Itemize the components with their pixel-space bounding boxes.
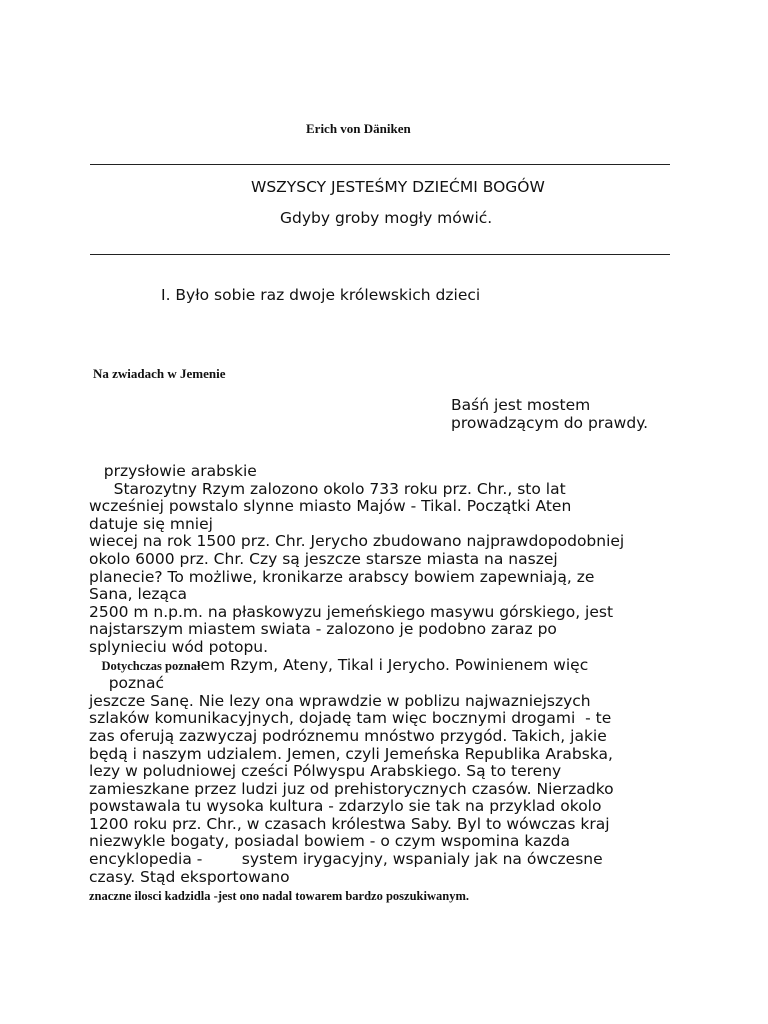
paragraph-line: będą i naszym udzialem. Jemen, czyli Jemeńska Republika Arabska, — [89, 744, 613, 763]
paragraph-run: em Rzym, Ateny, Tikal i Jerycho. Powinienem więc — [200, 655, 589, 674]
paragraph-line: czasy. Stąd eksportowano — [89, 867, 290, 886]
paragraph-line: 2500 m n.p.m. na płaskowyzu jemeńskiego masywu górskiego, jest — [89, 602, 614, 621]
paragraph-line: splynieciu wód potopu. — [89, 637, 269, 656]
section-heading: Na zwiadach w Jemenie — [93, 366, 226, 381]
paragraph-line — [89, 657, 689, 676]
paragraph-line: okolo 6000 prz. Chr. Czy są jeszcze starsze miasta na naszej — [89, 549, 558, 568]
top-divider — [90, 164, 670, 165]
chapter-heading: I. Było sobie raz dwoje królewskich dzieci — [161, 286, 481, 304]
book-title: WSZYSCY JESTEŚMY DZIEĆMI BOGÓW — [251, 178, 545, 196]
paragraph-line: wiecej na rok 1500 prz. Chr. Jerycho zbudowano najprawdopodobniej — [89, 532, 625, 551]
paragraph-line: lezy w poludniowej cześci Pólwyspu Arabskiego. Są to tereny — [89, 762, 562, 781]
paragraph-line: datuje się mniej — [89, 514, 213, 533]
paragraph-line: wcześniej powstalo slynne miasto Majów - Tikal. Początki Aten — [89, 497, 572, 516]
paragraph-line: 1200 roku prz. Chr., w czasach królestwa Saby. Byl to wówczas kraj — [89, 814, 610, 833]
motto — [451, 396, 701, 432]
paragraph-line: zas oferują zazwyczaj podróznemu mnóstwo przygód. Takich, jakie — [89, 726, 607, 745]
motto-attribution: przysłowie arabskie — [89, 462, 257, 480]
paragraph-line: planecie? To możliwe, kronikarze arabscy bowiem zapewniają, ze — [89, 567, 595, 586]
paragraph-line: Starozytny Rzym zalozono okolo 733 roku prz. Chr., sto lat — [89, 479, 566, 498]
paragraph-line: jeszcze Sanę. Nie lezy ona wprawdzie w poblizu najwazniejszych — [89, 691, 591, 710]
bottom-divider — [90, 254, 670, 255]
paragraph-line: najstarszym miastem swiata - zalozono je podobno zaraz po — [89, 620, 557, 639]
paragraph-line: niezwykle bogaty, posiadal bowiem - o czym wspomina kazda — [89, 832, 570, 851]
motto-line: prowadzącym do prawdy. — [451, 414, 649, 432]
paragraph-line: szlaków komunikacyjnych, dojadę tam więc bocznymi drogami - te — [89, 709, 612, 728]
body-text — [89, 463, 689, 906]
motto-line: Baśń jest mostem — [451, 396, 591, 414]
paragraph-line: powstawala tu wysoka kultura - zdarzylo sie tak na przyklad okolo — [89, 797, 602, 816]
book-subtitle: Gdyby groby mogły mówić. — [280, 209, 493, 227]
paragraph-line: zamieszkane przez ludzi juz od prehistorycznych czasów. Nierzadko — [89, 779, 614, 798]
paragraph-line: poznać — [89, 674, 165, 693]
author-name: Erich von Däniken — [306, 121, 411, 136]
paragraph-line-serif: znaczne ilosci kadzidla -jest ono nadal towarem bardzo poszukiwanym. — [89, 889, 469, 904]
paragraph-line: Sana, leząca — [89, 585, 188, 604]
mixed-font-run: Dotychczas poznał — [89, 658, 201, 673]
paragraph-line: encyklopedia - system irygacyjny, wspanialy jak na ówczesne — [89, 850, 603, 869]
